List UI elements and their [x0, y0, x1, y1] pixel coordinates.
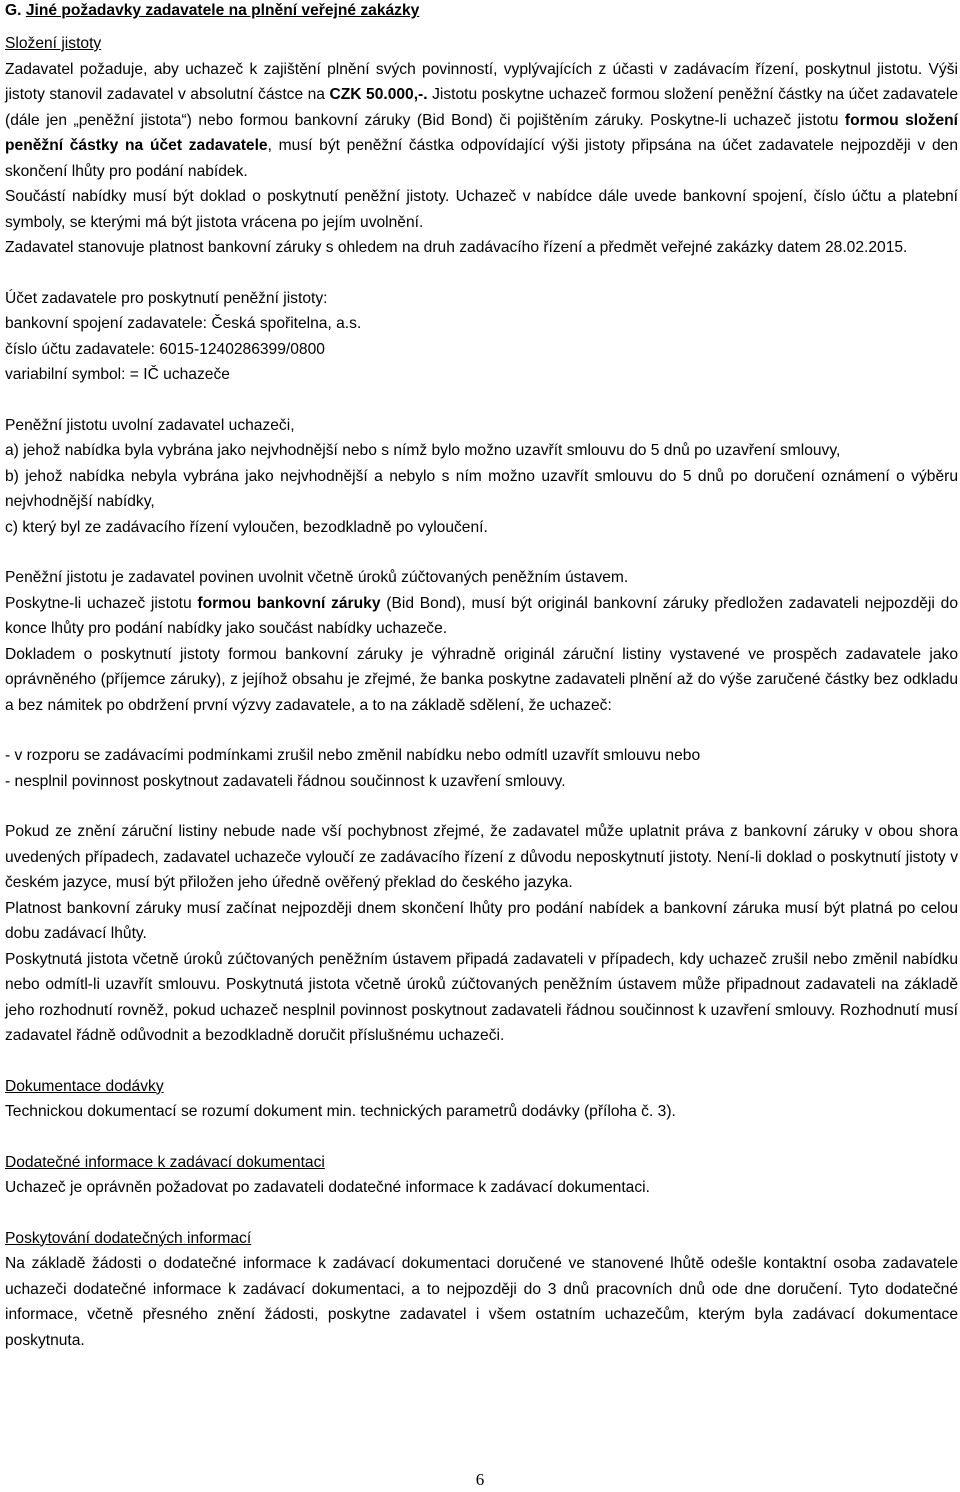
document-page — [5, 0, 958, 1353]
guarantee-paragraph-3: Dokladem o poskytnutí jistoty formou bankovní záruky je výhradně originál záruční listiny vystavené ve prospěch zadavatele jako oprávněného (příjemce záruky), z jejíhož obsahu je zřejmé, že banka poskytne zadavateli plnění až do výše zaručené částky bez odkladu a bez námitek po obdržení první výzvy zadavatele, a to na základě sdělení, že uchazeč: — [5, 645, 958, 714]
guarantee-bold: formou bankovní záruky — [197, 594, 381, 612]
provision-title: Poskytování dodatečných informací — [5, 1229, 252, 1247]
guarantee-paragraph-4: Pokud ze znění záruční listiny nebude nade vší pochybnost zřejmé, že zadavatel může uplatnit práva z bankovní záruky v obou shora uvedených případech, zadavatel uchazeče vyloučí ze zadávacího řízení z důvodu neposkytnutí jistoty. Není-li doklad o poskytnutí jistoty v českém jazyce, musí být přiložen jeho úředně ověřený překlad do českého jazyka. — [5, 823, 958, 891]
docs-title: Dokumentace dodávky — [5, 1077, 164, 1095]
account-bank: bankovní spojení zadavatele: Česká spořitelna, a.s. — [5, 315, 362, 332]
section-heading — [5, 0, 958, 22]
jistota-paragraph-1: Zadavatel požaduje, aby uchazeč k zajištění plnění svých povinností, vyplývajících z účasti v zadávacím řízení, poskytnul jistotu. Výši jistoty stanovil zadavatel v absolutní částce na CZK 50.000,-. Jistotu poskytne uchazeč formou složení peněžní částky na účet zadavatele (dále jen „peněžní jistota“) nebo formou bankovní záruky (Bid Bond) či pojištěním záruky. Poskytne-li uchazeč jistotu formou složení peněžní částky na účet zadavatele, musí být peněžní částka odpovídající výši jistoty připsána na účet zadavatele nejpozději v den skončení lhůty pro podání nabídek. — [5, 60, 959, 180]
additional-title: Dodatečné informace k zadávací dokumentaci — [5, 1153, 325, 1171]
account-symbol: variabilní symbol: = IČ uchazeče — [5, 366, 230, 383]
jistota-amount: CZK 50.000,-. — [329, 86, 428, 103]
account-title: Účet zadavatele pro poskytnutí peněžní jistoty: — [5, 289, 328, 307]
release-intro: Peněžní jistotu uvolní zadavatel uchazeči, — [5, 416, 295, 434]
jistota-method-bold: formou složení peněžní částky na účet zadavatele — [5, 111, 958, 154]
docs-text: Technickou dokumentací se rozumí dokument min. technických parametrů dodávky (příloha č. 3). — [5, 1103, 676, 1120]
release-item-b: b) jehož nabídka nebyla vybrána jako nejvhodnější a nebylo s ním možno uzavřít smlouvu do 5 dnů po doručení oznámení o výběru nejvhodnější nabídky, — [5, 467, 958, 510]
section-title: Jiné požadavky zadavatele na plnění veřejné zakázky — [25, 2, 420, 19]
page-number: 6 — [475, 1470, 485, 1489]
jistota-title: Složení jistoty — [5, 35, 102, 52]
jistota-paragraph-3: Zadavatel stanovuje platnost bankovní záruky s ohledem na druh zadávacího řízení a předmět veřejné zakázky datem 28.02.2015. — [5, 239, 908, 256]
guarantee-paragraph-6: Poskytnutá jistota včetně úroků zúčtovaných peněžním ústavem připadá zadavateli v případech, kdy uchazeč zrušil nebo změnil nabídku nebo odmítl-li uzavřít smlouvu. Poskytnutá jistota včetně úroků zúčtovaných peněžním ústavem může připadnout zadavateli na základě jeho rozhodnutí rovněž, pokud uchazeč nesplnil povinnost poskytnout zadavateli řádnou součinnost k uzavření smlouvy. Rozhodnutí musí zadavatel řádně odůvodnit a bezodkladně doručit příslušnému uchazeči. — [5, 950, 958, 1044]
guarantee-paragraph-2: Poskytne-li uchazeč jistotu formou bankovní záruky (Bid Bond), musí být originál bankovní záruky předložen zadavateli nejpozději do konce lhůty pro podání nabídky jako součást nabídky uchazeče. — [5, 594, 958, 637]
guarantee-dash-item-2: - nesplnil povinnost poskytnout zadavateli řádnou součinnost k uzavření smlouvy. — [5, 772, 566, 790]
guarantee-dash-item-1: - v rozporu se zadávacími podmínkami zrušil nebo změnil nabídku nebo odmítl uzavřít smlouvu nebo — [5, 747, 701, 764]
guarantee-paragraph-5: Platnost bankovní záruky musí začínat nejpozději dnem skončení lhůty pro podání nabídek a bankovní záruka musí být platná po celou dobu zadávací lhůty. — [5, 899, 958, 942]
additional-text: Uchazeč je oprávněn požadovat po zadavateli dodatečné informace k zadávací dokumentaci. — [5, 1179, 650, 1196]
provision-text: Na základě žádosti o dodatečné informace k zadávací dokumentaci doručené ve stanovené lhůtě odešle kontaktní osoba zadavatele uchazeči dodatečné informace k zadávací dokumentaci, a to nejpozději do 3 dnů pracovních dnů ode dne doručení. Tyto dodatečné informace, včetně přesného znění žádosti, poskytne zadavatel i všem ostatním uchazečům, kterým byla zadávací dokumentace poskytnuta. — [5, 1255, 958, 1349]
section-letter: G. — [5, 2, 22, 19]
guarantee-paragraph-1: Peněžní jistotu je zadavatel povinen uvolnit včetně úroků zúčtovaných peněžním ústavem. — [5, 569, 629, 586]
release-item-a: a) jehož nabídka byla vybrána jako nejvhodnější nebo s nímž bylo možno uzavřít smlouvu do 5 dnů po uzavření smlouvy, — [5, 442, 841, 459]
jistota-paragraph-2: Součástí nabídky musí být doklad o poskytnutí peněžní jistoty. Uchazeč v nabídce dále uvede bankovní spojení, číslo účtu a platební symboly, se kterými má být jistota vrácena po jejím uvolnění. — [5, 188, 958, 231]
account-number: číslo účtu zadavatele: 6015-1240286399/0800 — [5, 340, 325, 358]
release-item-c: c) který byl ze zadávacího řízení vyloučen, bezodkladně po vyloučení. — [5, 518, 488, 536]
